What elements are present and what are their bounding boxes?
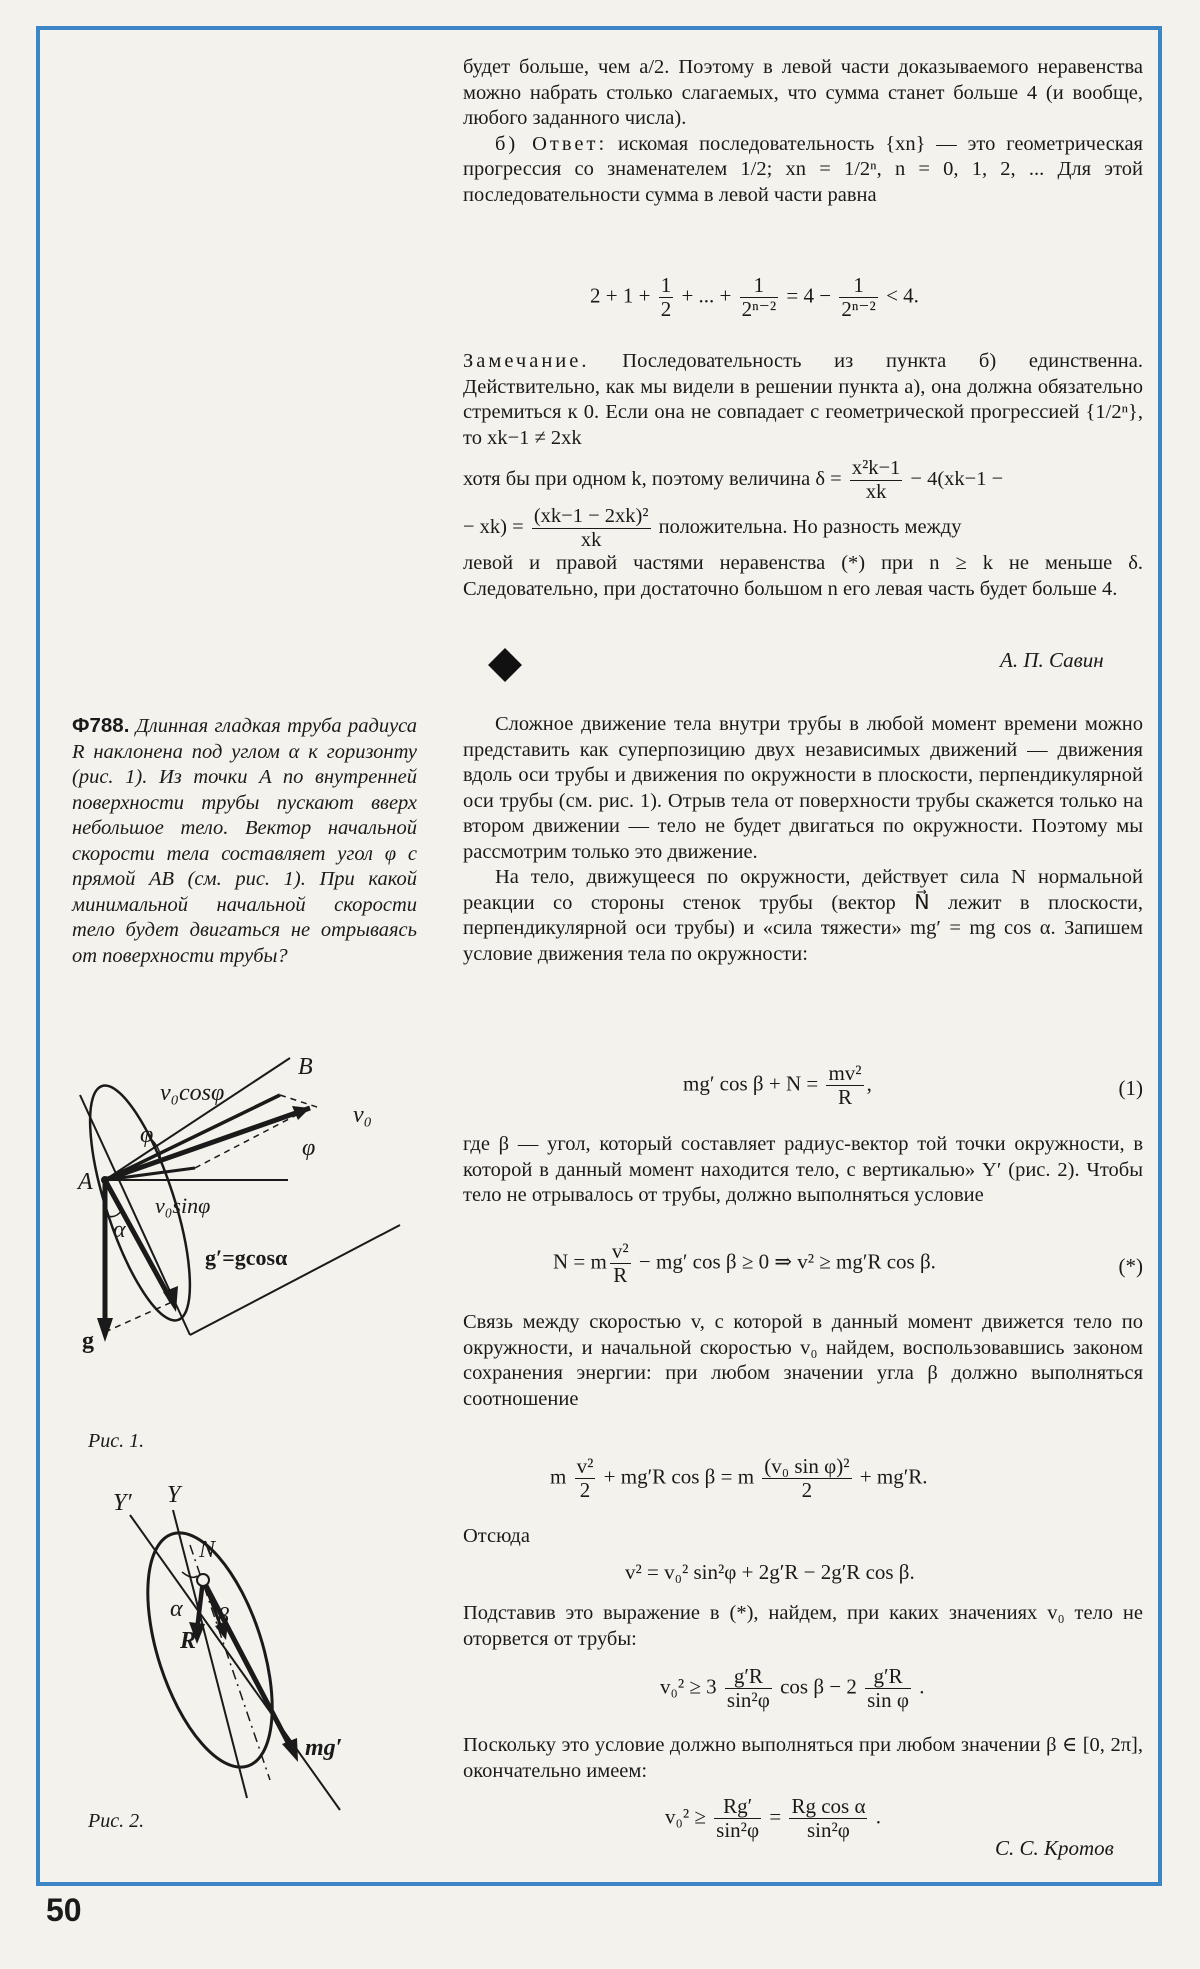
mg-arrowhead (282, 1738, 298, 1762)
sum-equation: 2 + 1 + $\frac{1}{2}$ + ... + $\frac{1}{\text{2ⁿ⁻²}}$ = 4 − $\frac{1}{\text{2ⁿ⁻²}}$ < 4. (590, 273, 919, 322)
dashed-line-3 (105, 1302, 172, 1332)
label-b: B (298, 1054, 313, 1080)
equation-1-number: (1) (1118, 1076, 1143, 1100)
point-a-dot (101, 1176, 109, 1184)
label-n: N (199, 1537, 216, 1563)
label-v0: v₀ (353, 1102, 372, 1128)
label-phi-2: φ (302, 1135, 316, 1161)
figure-2 (95, 1480, 430, 1820)
solution-paragraph-3: где β — угол, который составляет радиус-вектор той точки окружности, в которой в данный момент находится тело, с вертикалью» Y′ (рис. 2). Чтобы тело не отрывалось от трубы, должно выполняться условие (463, 1133, 1143, 1206)
line-ab (105, 1058, 290, 1180)
solution-paragraph-2: На тело, движущееся по окружности, действует сила N нормальной реакции со стороны стенок трубы (вектор N⃗ лежит в плоскости, перпендикулярной оси трубы) и «сила тяжести» mg′ = mg cos α. Запишем условие движения тела по окружности: (463, 866, 1143, 965)
problem-text: Длинная гладкая труба радиуса R наклонена под углом α к горизонту (рис. 1). Из точки A по внутренней поверхности трубы пускают вверх небольшое тело. Вектор начальной скорости тела составляет угол φ с прямой AB (см. рис. 1). При какой минимальной начальной скорости тело будет двигаться не отрываясь от поверхности трубы? (72, 715, 417, 967)
solution-paragraph-4: Связь между скоростью v, с которой в данный момент движется тело по окружности, и начальной скоростью v₀ найдем, воспользовавшись законом сохранения энергии: при любом значении угла β должно выполняться соотношение (463, 1311, 1143, 1410)
final-equation: v₀² ≥ $\frac{Rg'}{\text{sin²φ}}$ = $\frac{\text{Rg cos α}}{\text{sin²φ}}$ . (665, 1794, 881, 1843)
energy-equation: m $\frac{\text{v²}}{2}$ + mg′R cos β = m $\frac{\text{(v₀ sin φ)²}}{2}$ + mg′R. (550, 1454, 928, 1503)
label-v0cos: v₀cosφ (160, 1080, 225, 1106)
remark-label: Замечание. (463, 350, 590, 372)
dashed-line-2 (195, 1108, 310, 1168)
continuation-text (463, 55, 1143, 208)
velocity-vector (105, 1108, 310, 1180)
signature-krotov: С. С. Кротов (995, 1836, 1114, 1860)
answer-text: искомая последовательность {xn} — это геометрическая прогрессия со знаменателем 1/2; xn = 1/2ⁿ, n = 0, 1, 2, ... Для этой последовательности сумма в левой части равна (463, 132, 1143, 206)
label-alpha: α (113, 1217, 126, 1243)
inequality-equation: v₀² ≥ 3 $\frac{g'R}{\text{sin²φ}}$ cos β − 2 $\frac{g'R}{\text{sin φ}}$ . (660, 1664, 925, 1713)
dashed-line-1 (280, 1095, 320, 1108)
solution-paragraph-7: Поскольку это условие должно выполняться при любом значении β ∈ [0, 2π], окончательно имеем: (463, 1734, 1143, 1782)
velocity-equation: v² = v₀² sin²φ + 2g′R − 2g′R cos β. (625, 1560, 915, 1584)
figure-2-caption: Рис. 2. (88, 1810, 145, 1832)
label-mg: mg′ (305, 1735, 343, 1761)
figure-1-caption: Рис. 1. (88, 1430, 145, 1452)
label-r: R (180, 1628, 197, 1654)
label-a: A (78, 1169, 93, 1195)
body-point (197, 1574, 209, 1586)
solution-paragraph-6: Подставив это выражение в (*), найдем, при каких значениях v₀ тело не оторвется от трубы: (463, 1602, 1143, 1650)
label-gprime: g′=gcosα (205, 1245, 288, 1270)
problem-statement (72, 713, 417, 969)
label-alpha-2: α (170, 1596, 183, 1622)
label-phi-1: φ (140, 1122, 154, 1148)
label-y-prime: Y′ (113, 1490, 132, 1516)
problem-number: Ф788. (72, 714, 130, 737)
solution (463, 712, 1143, 967)
paragraph-1: будет больше, чем a/2. Поэтому в левой части доказываемого неравенства можно набрать столько слагаемых, что сумма станет больше 4 (и вообще, любого заданного числа). (463, 56, 1143, 129)
tube-edge-right (190, 1225, 400, 1335)
answer-paragraph (463, 132, 1143, 209)
label-g: g (82, 1328, 94, 1354)
solution-paragraph-1: Сложное движение тела внутри трубы в любой момент времени можно представить как суперпозицию двух независимых движений — движения вдоль оси трубы и движения по окружности в плоскости, перпендикулярной оси трубы (см. рис. 1). Отрыв тела от поверхности трубы скажется только на втором движении — тело не будет двигаться по окружности. Поэтому мы рассмотрим только это движение. (463, 713, 1143, 863)
page-number: 50 (46, 1892, 82, 1928)
label-beta: β (217, 1604, 229, 1630)
remark: Замечание. Последовательность из пункта б) единственна. Действительно, как мы видели в решении пункта а), она должна обязательно стремиться к 0. Если она не совпадает с геометрической прогрессией {1/2ⁿ}, то xk−1 ≠ 2xk хотя бы при одном k, поэтому величина δ = $\frac{\text{x²k−1}}{xk}$ − 4(xk−1 − − xk) = $\frac{\text{(xk−1 − 2xk)²}}{xk}$ положительна. Но разность между левой и правой частями неравенства (*) при n ≥ k не меньше δ. Следовательно, при достаточно большом n его левая часть будет больше 4. (463, 350, 1143, 600)
solution-paragraph-5: Отсюда (463, 1525, 530, 1547)
equation-star-number: (*) (1118, 1254, 1143, 1278)
signature-savin: А. П. Савин (1000, 648, 1104, 672)
label-v0sin: v₀sinφ (155, 1193, 211, 1218)
figure-1 (70, 1050, 440, 1405)
answer-label: б) Ответ: (495, 132, 608, 155)
label-y: Y (167, 1482, 181, 1508)
